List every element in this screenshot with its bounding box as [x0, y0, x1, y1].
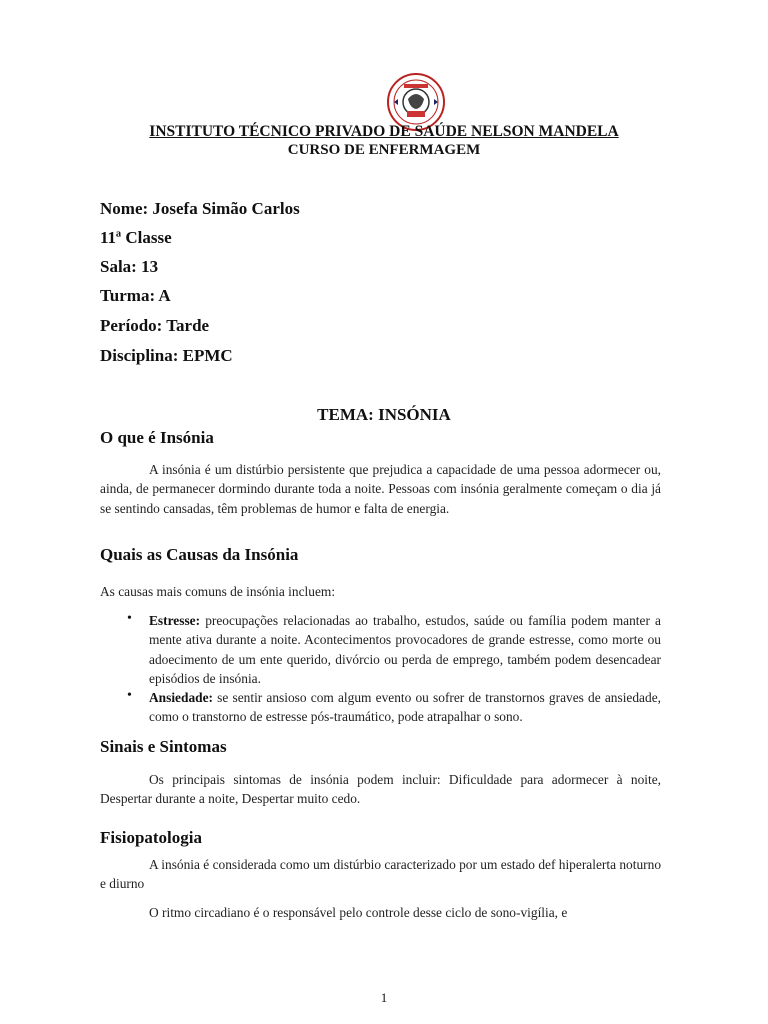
bullet-item-stress — [149, 611, 661, 688]
paragraph-causes-intro: As causas mais comuns de insónia incluem: — [100, 584, 336, 599]
section-heading-pathophysiology: Fisiopatologia — [100, 828, 203, 847]
page-number: 1 — [380, 990, 388, 1005]
paragraph-definition: A insónia é um distúrbio persistente que prejudica a capacidade de uma pessoa adormecer ou, ainda, de permanecer dormindo durante toda a noite. Pessoas com insónia geralmente começam o dia já se sentindo cansadas, têm problemas de humor e falta de energia. — [100, 462, 661, 516]
bullet-text: se sentir ansioso com algum evento ou sofrer de transtornos graves de ansiedade, como o transtorno de estresse pós-traumático, pode atrapalhar o sono. — [149, 690, 661, 725]
subject: Disciplina: EPMC — [100, 346, 233, 365]
course-name: CURSO DE ENFERMAGEM — [287, 142, 481, 158]
topic-title: TEMA: INSÓNIA — [317, 405, 451, 424]
student-name: Nome: Josefa Simão Carlos — [100, 199, 300, 218]
group: Turma: A — [100, 286, 171, 305]
paragraph-pathophysiology-1: A insónia é considerada como um distúrbio caracterizado por um estado def hiperalerta noturno e diurno — [100, 857, 662, 892]
paragraph-pathophysiology-2: O ritmo circadiano é o responsável pelo controle desse ciclo de sono-vigília, e — [149, 905, 568, 920]
section-heading-what-is: O que é Insónia — [100, 428, 214, 447]
section-heading-symptoms: Sinais e Sintomas — [100, 737, 227, 756]
section-heading-causes: Quais as Causas da Insónia — [100, 545, 299, 564]
bullet-term: Estresse: — [149, 613, 201, 628]
bullet-term: Ansiedade: — [149, 690, 213, 705]
institution-name: INSTITUTO TÉCNICO PRIVADO DE SAÚDE NELSON MANDELA — [149, 123, 619, 140]
paragraph-symptoms: Os principais sintomas de insónia podem incluir: Dificuldade para adormecer à noite, Despertar durante a noite, Despertar muito cedo. — [100, 772, 661, 807]
bullet-item-anxiety — [149, 688, 661, 727]
bullet-marker: • — [127, 611, 132, 626]
bullet-marker: • — [127, 688, 132, 703]
class-level: 11ª Classe — [100, 228, 172, 247]
room: Sala: 13 — [100, 257, 159, 276]
period: Período: Tarde — [100, 316, 210, 335]
bullet-text: preocupações relacionadas ao trabalho, estudos, saúde ou família podem manter a mente ativa durante a noite. Acontecimentos provocadores de grande estresse, como morte ou adoecimento de um ente querido, divórcio ou perda de emprego, também podem desencadear episódios de insónia. — [149, 613, 661, 686]
